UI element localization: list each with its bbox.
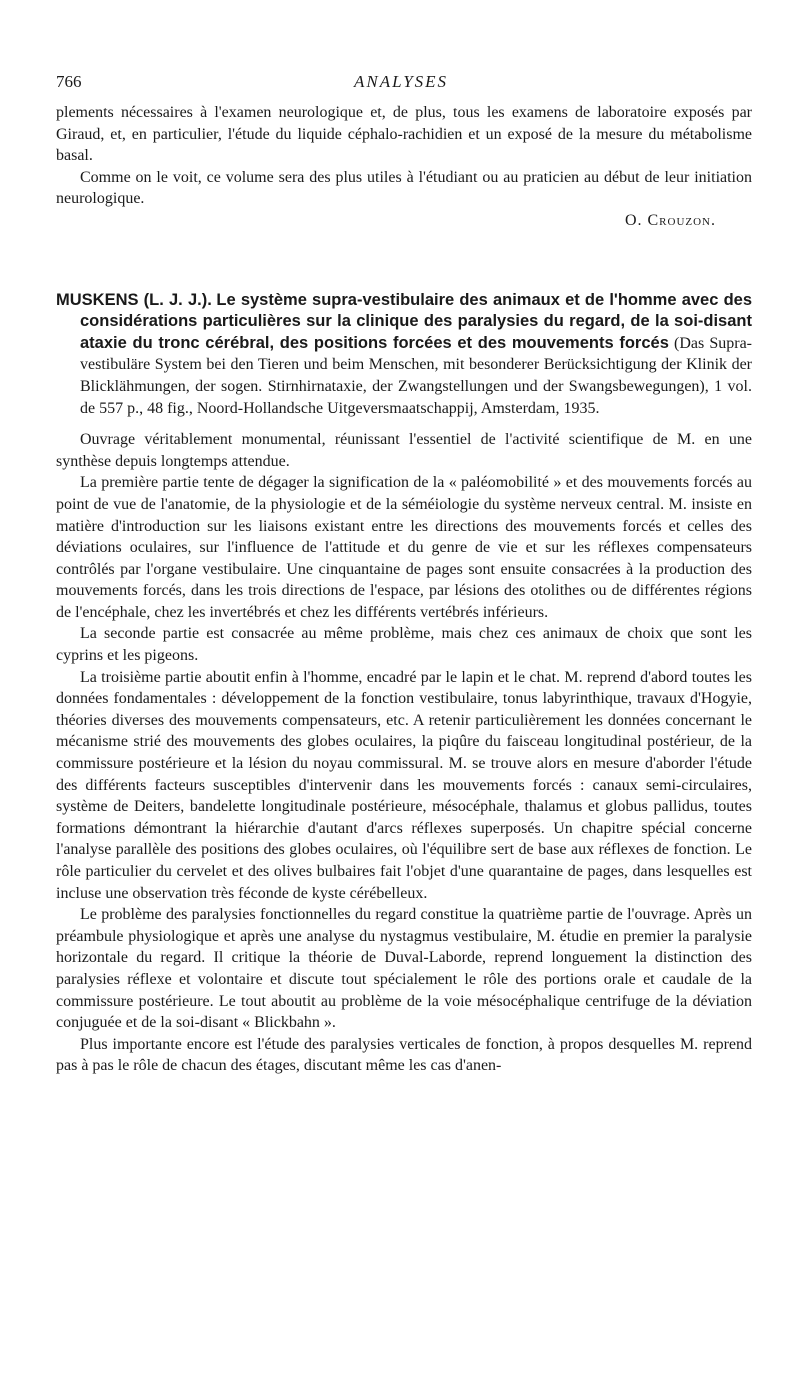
- running-head: ANALYSES: [353, 72, 449, 91]
- review-body: [56, 429, 752, 1077]
- review-paragraph: Le problème des paralysies fonctionnelles du regard constitue la quatrième partie de l'ouvrage. Après un préambule physiologique et après une analyse du nystagmus vestibulaire, M. étudie en premier la paralysie horizontale du regard. Il critique la théorie de Duval-Laborde, reprend longuement la distinction des paralysies réflexe et volontaire et discute tout spécialement le rôle des portions orale et caudale de la commissure postérieure. Le tout aboutit au problème de la voie mésocéphalique centrifuge de la déviation conjuguée et de la soi-disant « Blickbahn ».: [56, 906, 752, 1032]
- previous-review-paragraph: Comme on le voit, ce volume sera des plus utiles à l'étudiant ou au praticien au début de leur initiation neurologique.: [56, 168, 752, 208]
- bibliographic-entry: [56, 290, 752, 420]
- review-paragraph: La seconde partie est consacrée au même problème, mais chez ces animaux de choix que sont les cyprins et les pigeons.: [56, 625, 752, 665]
- review-paragraph: La première partie tente de dégager la signification de la « paléomobilité » et des mouvements forcés au point de vue de l'anatomie, de la physiologie et de la séméiologie du système nerveux central. M. insiste en matière d'introduction sur les liaisons existant entre les directions des mouvements forcés et celles des déviations oculaires, sur l'influence de l'attitude et du genre de vie et sur les réflexes compensateurs contrôlés par l'organe vestibulaire. Une cinquantaine de pages sont ensuite consacrées à la production des mouvements forcés, dans les trois directions de l'espace, par lésions des otolithes ou de différentes régions de l'encéphale, chez les invertébrés et chez les différents vertébrés inférieurs.: [56, 474, 752, 621]
- page-header: [56, 72, 746, 96]
- reviewer-signature: O. Crouzon.: [624, 211, 716, 229]
- review-paragraph: Ouvrage véritablement monumental, réunissant l'essentiel de l'activité scientifique de M. en une synthèse depuis longtemps attendue.: [56, 431, 752, 470]
- page-body: [56, 102, 752, 1077]
- review-paragraph: Plus importante encore est l'étude des paralysies verticales de fonction, à propos desquelles M. reprend pas à pas le rôle de chacun des étages, discutant même les cas d'anen-: [56, 1035, 752, 1075]
- previous-review-paragraph: plements nécessaires à l'examen neurologique et, de plus, tous les examens de laboratoire exposés par Giraud, et, en particulier, l'étude du liquide céphalo-rachidien et un exposé de la mesure du métabolisme basal.: [56, 104, 752, 165]
- entry-original-title: (Das Supra-vestibuläre System bei den Tieren und beim Menschen, mit besonderer Berücksichtigung der Klinik der Blicklähmungen, der sogen. Stirnhirnataxie, der Zwangstellungen und der Swangsbewegungen), 1 vol. de 557 p., 48 fig., Noord-Hollandsche Uitgeversmaatschappij, Amsterdam, 1935.: [80, 334, 753, 417]
- entry-title: Le système supra-vestibulaire des animaux et de l'homme avec des considérations particulières sur la clinique des paralysies du regard, de la soi-disant ataxie du tronc cérébral, des positions forcées et des mouvements forcés: [80, 290, 753, 352]
- review-paragraph: La troisième partie aboutit enfin à l'homme, encadré par le lapin et le chat. M. reprend d'abord toutes les données fondamentales : développement de la fonction vestibulaire, tonus labyrinthique, travaux d'Hogyie, théories diverses des mouvements compensateurs, etc. A retenir particulièrement les données concernant le mécanisme strié des mouvements des globes oculaires, la piqûre du faisceau longitudinal postérieur, de la commissure postérieure et la lésion du noyau commissural. M. se trouve alors en mesure d'aborder l'étude des différents facteurs susceptibles d'intervenir dans les mouvements forcés : canaux semi-circulaires, système de Deiters, bandelette longitudinale postérieure, mésocéphale, thalamus et globus pallidus, toutes formations démontrant la hiérarchie d'autant d'arcs réflexes superposés. Un chapitre spécial concerne l'analyse parallèle des positions des globes oculaires, où l'équilibre sert de base aux réflexes de fonction. Le rôle particulier du cervelet et des olives bulbaires fait l'objet d'une quarantaine de pages, dans lesquelles est incluse une observation très féconde de kyste cérébelleux.: [56, 668, 752, 902]
- page-number: 766: [56, 72, 82, 91]
- entry-author: MUSKENS (L. J. J.).: [56, 290, 212, 309]
